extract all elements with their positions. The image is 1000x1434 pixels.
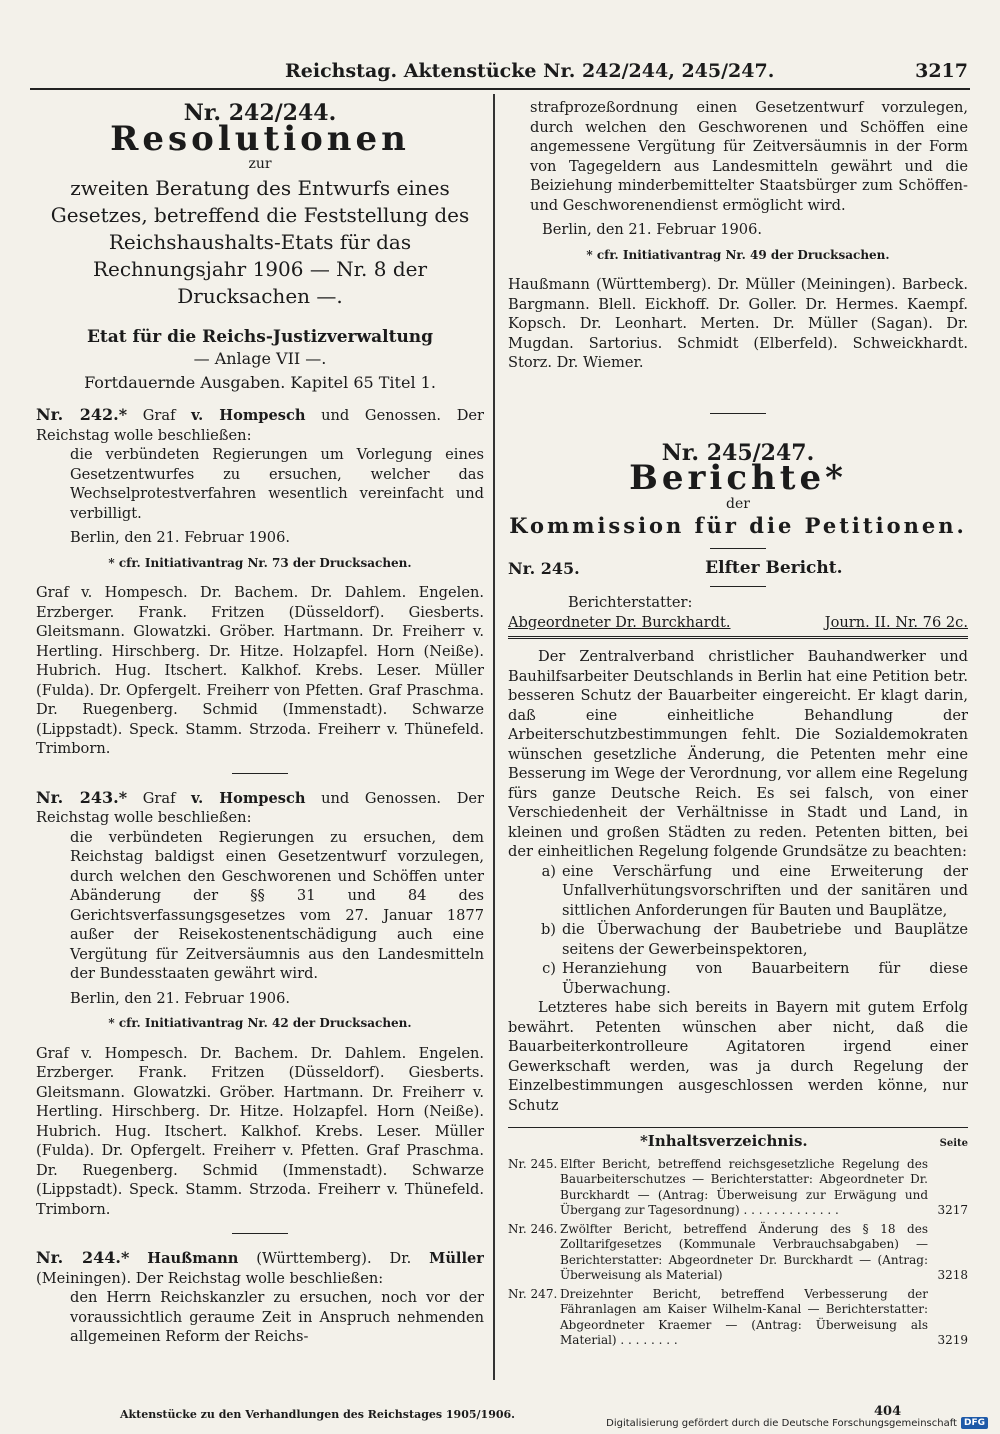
item-number: Nr. 242.* [36, 405, 128, 424]
date-line: Berlin, den 21. Februar 1906. [542, 221, 762, 238]
journal-ref: Journ. II. Nr. 76 2c. [824, 613, 968, 631]
mover-name: v. Hompesch [191, 407, 306, 424]
page-header [30, 56, 970, 90]
item-head [36, 1248, 484, 1288]
separator-rule [710, 548, 766, 549]
cfr-note: * cfr. Initiativantrag Nr. 49 der Drucksachen. [586, 247, 890, 262]
double-rule [508, 636, 968, 639]
zur-label: zur [248, 156, 272, 172]
toc-row [508, 1222, 968, 1284]
toc-list [508, 1157, 968, 1349]
list-item [508, 920, 968, 959]
toc-text: Zwölfter Bericht, betreffend Änderung des § 18 des Zolltarifgesetzes (Kommunale Verbrauchsabgaben) — Berichterstatter: Abgeordneter Dr. Burckhardt — (Antrag: Überweisung als Material) [560, 1221, 928, 1282]
list-text: die Überwachung der Baubetriebe und Bauplätze seitens der Gewerbeinspektoren, [562, 921, 968, 958]
dfg-note: Digitalisierung gefördert durch die Deutsche Forschungsgemeinschaft [606, 1417, 957, 1429]
toc-header [508, 1127, 968, 1154]
item-number: Nr. 244.* [36, 1248, 130, 1267]
item-head [36, 405, 484, 445]
date-line: Berlin, den 21. Februar 1906. [70, 989, 290, 1007]
cfr-note: * cfr. Initiativantrag Nr. 73 der Drucksachen. [108, 555, 412, 570]
toc-nr: Nr. 246. [508, 1221, 558, 1236]
sheet-number: 404 [874, 1404, 902, 1419]
dfg-credit [606, 1416, 988, 1430]
column-divider [493, 94, 495, 1380]
toc-nr: Nr. 245. [508, 1156, 558, 1171]
reporter-name: Abgeordneter Dr. Burckhardt. [508, 613, 731, 631]
report-heading [508, 559, 968, 579]
etat-title: Etat für die Reichs-Justizverwaltung [86, 326, 434, 347]
lead-text: zweiten Beratung des Entwurfs eines Gesetzes, betreffend die Feststellung des Reichshaushalts-Etats für das Rechnungsjahr 1906 — Nr. 8 der Drucksachen —. [50, 175, 470, 308]
mover-name: v. Hompesch [191, 789, 306, 807]
resolution-243 [36, 788, 484, 1220]
head-suffix: (Meiningen). Der Reichstag wolle beschließen: [36, 1269, 384, 1287]
document-page [30, 50, 970, 1421]
section-number: Nr. 242/244. [183, 100, 337, 126]
toc-page: 3219 [937, 1333, 968, 1347]
toc-title: *Inhaltsverzeichnis. [639, 1132, 808, 1150]
separator-rule [710, 413, 766, 414]
reporter-line [508, 613, 968, 633]
list-text: eine Verschärfung und eine Erweiterung der Unfallverhütungsvorschriften und der sanitären und sittlichen Anforderungen für Bauten und Bauplätze, [562, 862, 968, 919]
signatories: Haußmann (Württemberg). Dr. Müller (Meiningen). Barbeck. Bargmann. Blell. Eickhoff. Dr. Goller. Dr. Hermes. Kaempf. Kopsch. Dr. Leonhart. Merten. Dr. Müller (Sagan). Dr. Mugdan. Sartorius. Schmidt (Elberfeld). Schweickhardt. Storz. Dr. Wiemer. [508, 276, 968, 371]
running-title: Reichstag. Aktenstücke Nr. 242/244, 245/247. [285, 60, 775, 82]
right-column [508, 98, 968, 1368]
left-column [36, 98, 484, 1368]
signatories: Graf v. Hompesch. Dr. Bachem. Dr. Dahlem. Engelen. Erzberger. Frank. Fritzen (Düsseldorf). Giesberts. Gleitsmann. Glowatzki. Gröber. Hartmann. Dr. Freiherr v. Hertling. Hirschberg. Dr. Hitze. Holzapfel. Horn (Neiße). Hubrich. Hug. Itschert. Kalkhof. Krebs. Leser. Müller (Fulda). Dr. Opfergelt. Freiherr v. Pfetten. Graf Praschma. Dr. Ruegenberg. Schmid (Immenstadt). Schwarze (Lippstadt). Speck. Stamm. Strzoda. Freiherr v. Thünefeld. Trimborn. [36, 1044, 484, 1218]
principles-list [508, 862, 968, 999]
list-key: b) [540, 921, 556, 938]
resolution-body: den Herrn Reichskanzler zu ersuchen, noch vor der voraussichtlich geraume Zeit in Anspruch nehmenden allgemeinen Reform der Reichs- [70, 1289, 484, 1345]
toc-seite: Seite [939, 1138, 968, 1149]
mover-name-2: Müller [429, 1250, 484, 1267]
report-number: Nr. 245. [508, 558, 580, 578]
resolution-244 [36, 1248, 484, 1347]
item-number: Nr. 243.* [36, 787, 128, 807]
toc-text: Dreizehnter Bericht, betreffend Verbesserung der Fähranlagen am Kaiser Wilhelm-Kanal — Berichterstatter: Abgeordneter Kraemer — (Antrag: Überweisung als Material) . . . . . . . . [560, 1286, 928, 1347]
separator-rule [232, 1233, 288, 1234]
page-number: 3217 [915, 60, 968, 82]
section-subtitle: Kommission für die Petitionen. [509, 513, 967, 538]
footer-title: Aktenstücke zu den Verhandlungen des Reichstages 1905/1906. [120, 1408, 515, 1421]
resolution-242 [36, 405, 484, 759]
list-item [508, 959, 968, 998]
mover-name: Haußmann [147, 1250, 239, 1267]
toc-row [508, 1287, 968, 1349]
anlage-line: — Anlage VII —. [193, 349, 327, 368]
list-key: a) [541, 862, 556, 880]
toc-text: Elfter Bericht, betreffend reichsgesetzliche Regelung des Bauarbeiterschutzes — Berichterstatter: Abgeordneter Dr. Burckhardt — (Antrag: Überweisung zur Erwägung und Übergang zur Tagesordnung) . . . . . . . . . . . . . [560, 1156, 928, 1217]
section-title: Berichte* [629, 458, 847, 498]
report-paragraph-2: Letzteres habe sich bereits in Bayern mit gutem Erfolg bewährt. Petenten wünschen aber nicht, daß die Bauarbeiterkontrolleure Agitatoren irgend einer Gewerkschaft werden, was ja durch Regelung der Einzelbestimmungen ausgeschlossen werden könne, nur Schutz [508, 999, 968, 1114]
head-suffix: und Genossen. Der Reichstag wolle beschließen: [36, 407, 484, 444]
head-middle: (Württemberg). Dr. [238, 1250, 430, 1267]
toc-page: 3218 [937, 1268, 968, 1282]
head-prefix: Graf [142, 407, 192, 424]
list-key: c) [542, 960, 556, 977]
head-prefix: Graf [142, 789, 192, 807]
separator-rule [232, 773, 288, 774]
report-paragraph-1: Der Zentralverband christlicher Bauhandwerker und Bauhilfsarbeiter Deutschlands in Berlin hat eine Petition betr. besseren Schutz der Bauarbeiter eingereicht. Er klagt darin, daß eine einheitliche Behandlung der Arbeiterschutzbestimmungen fehlt. Die Sozialdemokraten wünschen gesetzliche Änderung, die Petenten mehr eine Besserung im Wege der Verordnung, vor allem eine Regelung fürs ganze Deutsche Reich. Es sei falsch, von einer Verschiedenheit der Verhältnisse in Stadt und Land, in kleinen und großen Städten zu reden. Petenten bitten, bei der einheitlichen Regelung folgende Grundsätze zu beachten: [508, 648, 968, 860]
toc-nr: Nr. 247. [508, 1286, 558, 1301]
report-title: Elfter Bericht. [705, 557, 843, 578]
dfg-logo: DFG [961, 1417, 988, 1429]
berichterstatter-label: Berichterstatter: [568, 594, 693, 611]
list-item [508, 862, 968, 921]
toc-page: 3217 [937, 1203, 968, 1217]
resolution-body: die verbündeten Regierungen um Vorlegung eines Gesetzentwurfes zu ersuchen, welcher das Wechselprotestverfahren wesentlich vereinfacht und verbilligt. [70, 446, 484, 522]
kapitel-line: Fortdauernde Ausgaben. Kapitel 65 Titel 1. [84, 373, 436, 392]
der-label: der [726, 495, 750, 512]
section-title: Resolutionen [110, 118, 410, 159]
item-head [36, 788, 484, 828]
date-line: Berlin, den 21. Februar 1906. [70, 529, 290, 546]
head-suffix: und Genossen. Der Reichstag wolle beschließen: [36, 789, 484, 826]
toc-row [508, 1157, 968, 1219]
signatories: Graf v. Hompesch. Dr. Bachem. Dr. Dahlem. Engelen. Erzberger. Frank. Fritzen (Düsseldorf). Giesberts. Gleitsmann. Glowatzki. Gröber. Hartmann. Dr. Freiherr v. Hertling. Hirschberg. Dr. Hitze. Holzapfel. Horn (Neiße). Hubrich. Hug. Itschert. Kalkhof. Krebs. Leser. Müller (Fulda). Dr. Opfergelt. Freiherr von Pfetten. Graf Praschma. Dr. Ruegenberg. Schmid (Immenstadt). Schwarze (Lippstadt). Speck. Stamm. Strzoda. Freiherr v. Thünefeld. Trimborn. [36, 584, 484, 757]
section-number: Nr. 245/247. [661, 439, 815, 466]
cfr-note: * cfr. Initiativantrag Nr. 42 der Drucksachen. [108, 1016, 412, 1030]
separator-rule [710, 586, 766, 587]
continued-text: strafprozeßordnung einen Gesetzentwurf vorzulegen, durch welchen den Geschworenen und Schöffen eine angemessene Vergütung für Zeitversäumnis in der Form von Tagegeldern aus Landesmitteln gewährt und die Beiziehung minderbemittelter Staatsbürger zum Schöffen- und Geschworenendienst ermöglicht wird. [530, 99, 968, 214]
resolution-body: die verbündeten Regierungen zu ersuchen, dem Reichstag baldigst einen Gesetzentwurf vorzulegen, durch welchen den Geschworenen und Schöffen unter Abänderung der §§ 31 und 84 des Gerichtsverfassungsgesetzes vom 27. Januar 1877 außer der Reisekostenentschädigung auch eine Vergütung für Zeitversäumnis aus den Landesmitteln der Bundesstaaten gewährt wird. [70, 828, 484, 982]
list-text: Heranziehung von Bauarbeitern für diese Überwachung. [562, 960, 968, 997]
